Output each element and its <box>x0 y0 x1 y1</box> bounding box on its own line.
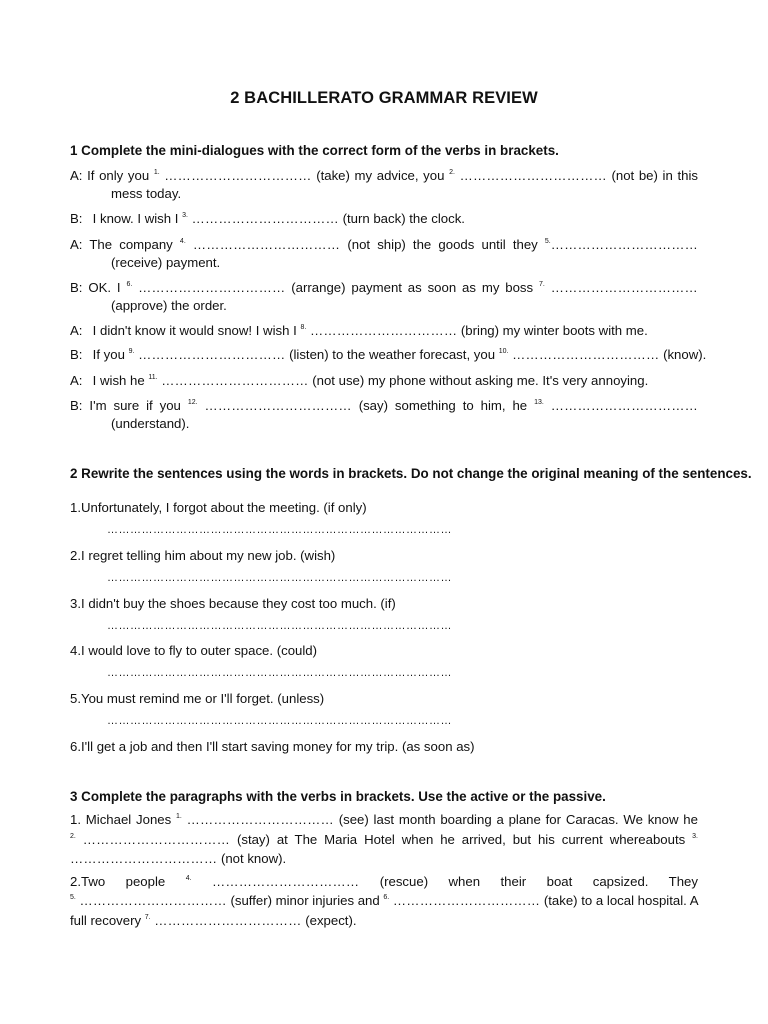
rewrite-item-1: 1.Unfortunately, I forgot about the meeting. (if only) <box>70 500 367 515</box>
paragraph-2-line-1: 2.Two people $^{4.}$ …………………………… (rescue) when their boat capsized. They <box>70 874 698 889</box>
dialogue-line-2: B: I know. I wish I $^{3.}$ …………………………… (turn back) the clock. <box>70 211 465 226</box>
section-1-heading: 1 Complete the mini-dialogues with the correct form of the verbs in brackets. <box>70 143 559 158</box>
paragraph-2-line-3: full recovery $^{7.}$ …………………………… (expect). <box>70 913 357 928</box>
dialogue-line-4-cont: (approve) the order. <box>111 298 227 313</box>
dialogue-line-6: B: If you $^{9.}$ …………………………… (listen) to the weather forecast, you $^{10.}$ …………………………… (know). <box>70 347 707 362</box>
dialogue-line-3: A: The company $^{4.}$ …………………………… (not ship) the goods until they $^{5.}$…………………………… <box>70 237 699 252</box>
paragraph-2-line-2: $^{5.}$ …………………………… (suffer) minor injuries and $^{6.}$ …………………………… (take) to a local hospital. A <box>70 893 699 908</box>
answer-line-1: ……………………………………………………………………………… <box>107 524 452 536</box>
answer-line-3: ……………………………………………………………………………… <box>107 620 452 632</box>
dialogue-line-4: B: OK. I $^{6.}$ …………………………… (arrange) payment as soon as my boss $^{7.}$ …………………………… <box>70 280 698 295</box>
answer-line-2: ……………………………………………………………………………… <box>107 572 452 584</box>
answer-line-5: ……………………………………………………………………………… <box>107 715 452 727</box>
page-title: 2 BACHILLERATO GRAMMAR REVIEW <box>230 89 538 107</box>
rewrite-item-5: 5.You must remind me or I'll forget. (unless) <box>70 691 325 706</box>
section-2-heading: 2 Rewrite the sentences using the words in brackets. Do not change the original meaning of the sentences. <box>70 466 752 481</box>
rewrite-item-3: 3.I didn't buy the shoes because they cost too much. (if) <box>70 596 396 611</box>
rewrite-item-2: 2.I regret telling him about my new job. (wish) <box>70 548 336 563</box>
answer-line-4: ……………………………………………………………………………… <box>107 667 452 679</box>
dialogue-line-5: A: I didn't know it would snow! I wish I $^{8.}$ …………………………… (bring) my winter boots with me. <box>70 323 648 338</box>
section-3-heading: 3 Complete the paragraphs with the verbs in brackets. Use the active or the passive. <box>70 789 606 804</box>
paragraph-1-line-2: $^{2.}$ …………………………… (stay) at The Maria Hotel when he arrived, but his current whereabouts $^{3.}$ <box>70 832 698 847</box>
paragraph-1-line-3: …………………………… (not know). <box>70 851 287 866</box>
dialogue-line-8: B: I'm sure if you $^{12.}$ …………………………… (say) something to him, he $^{13.}$ …………………………… <box>70 398 699 413</box>
dialogue-line-7: A: I wish he $^{11.}$ …………………………… (not use) my phone without asking me. It's very annoying. <box>70 373 649 388</box>
rewrite-item-6: 6.I'll get a job and then I'll start saving money for my trip. (as soon as) <box>70 739 475 754</box>
paragraph-1-line-1: 1. Michael Jones $^{1.}$ …………………………… (see) last month boarding a plane for Caracas. We know he <box>70 812 698 827</box>
dialogue-line-1: A: If only you $^{1.}$ …………………………… (take) my advice, you $^{2.}$ …………………………… (not be) in this <box>70 168 698 183</box>
rewrite-item-4: 4.I would love to fly to outer space. (could) <box>70 643 318 658</box>
dialogue-line-1-cont: mess today. <box>111 186 182 201</box>
dialogue-line-8-cont: (understand). <box>111 416 190 431</box>
dialogue-line-3-cont: (receive) payment. <box>111 255 221 270</box>
